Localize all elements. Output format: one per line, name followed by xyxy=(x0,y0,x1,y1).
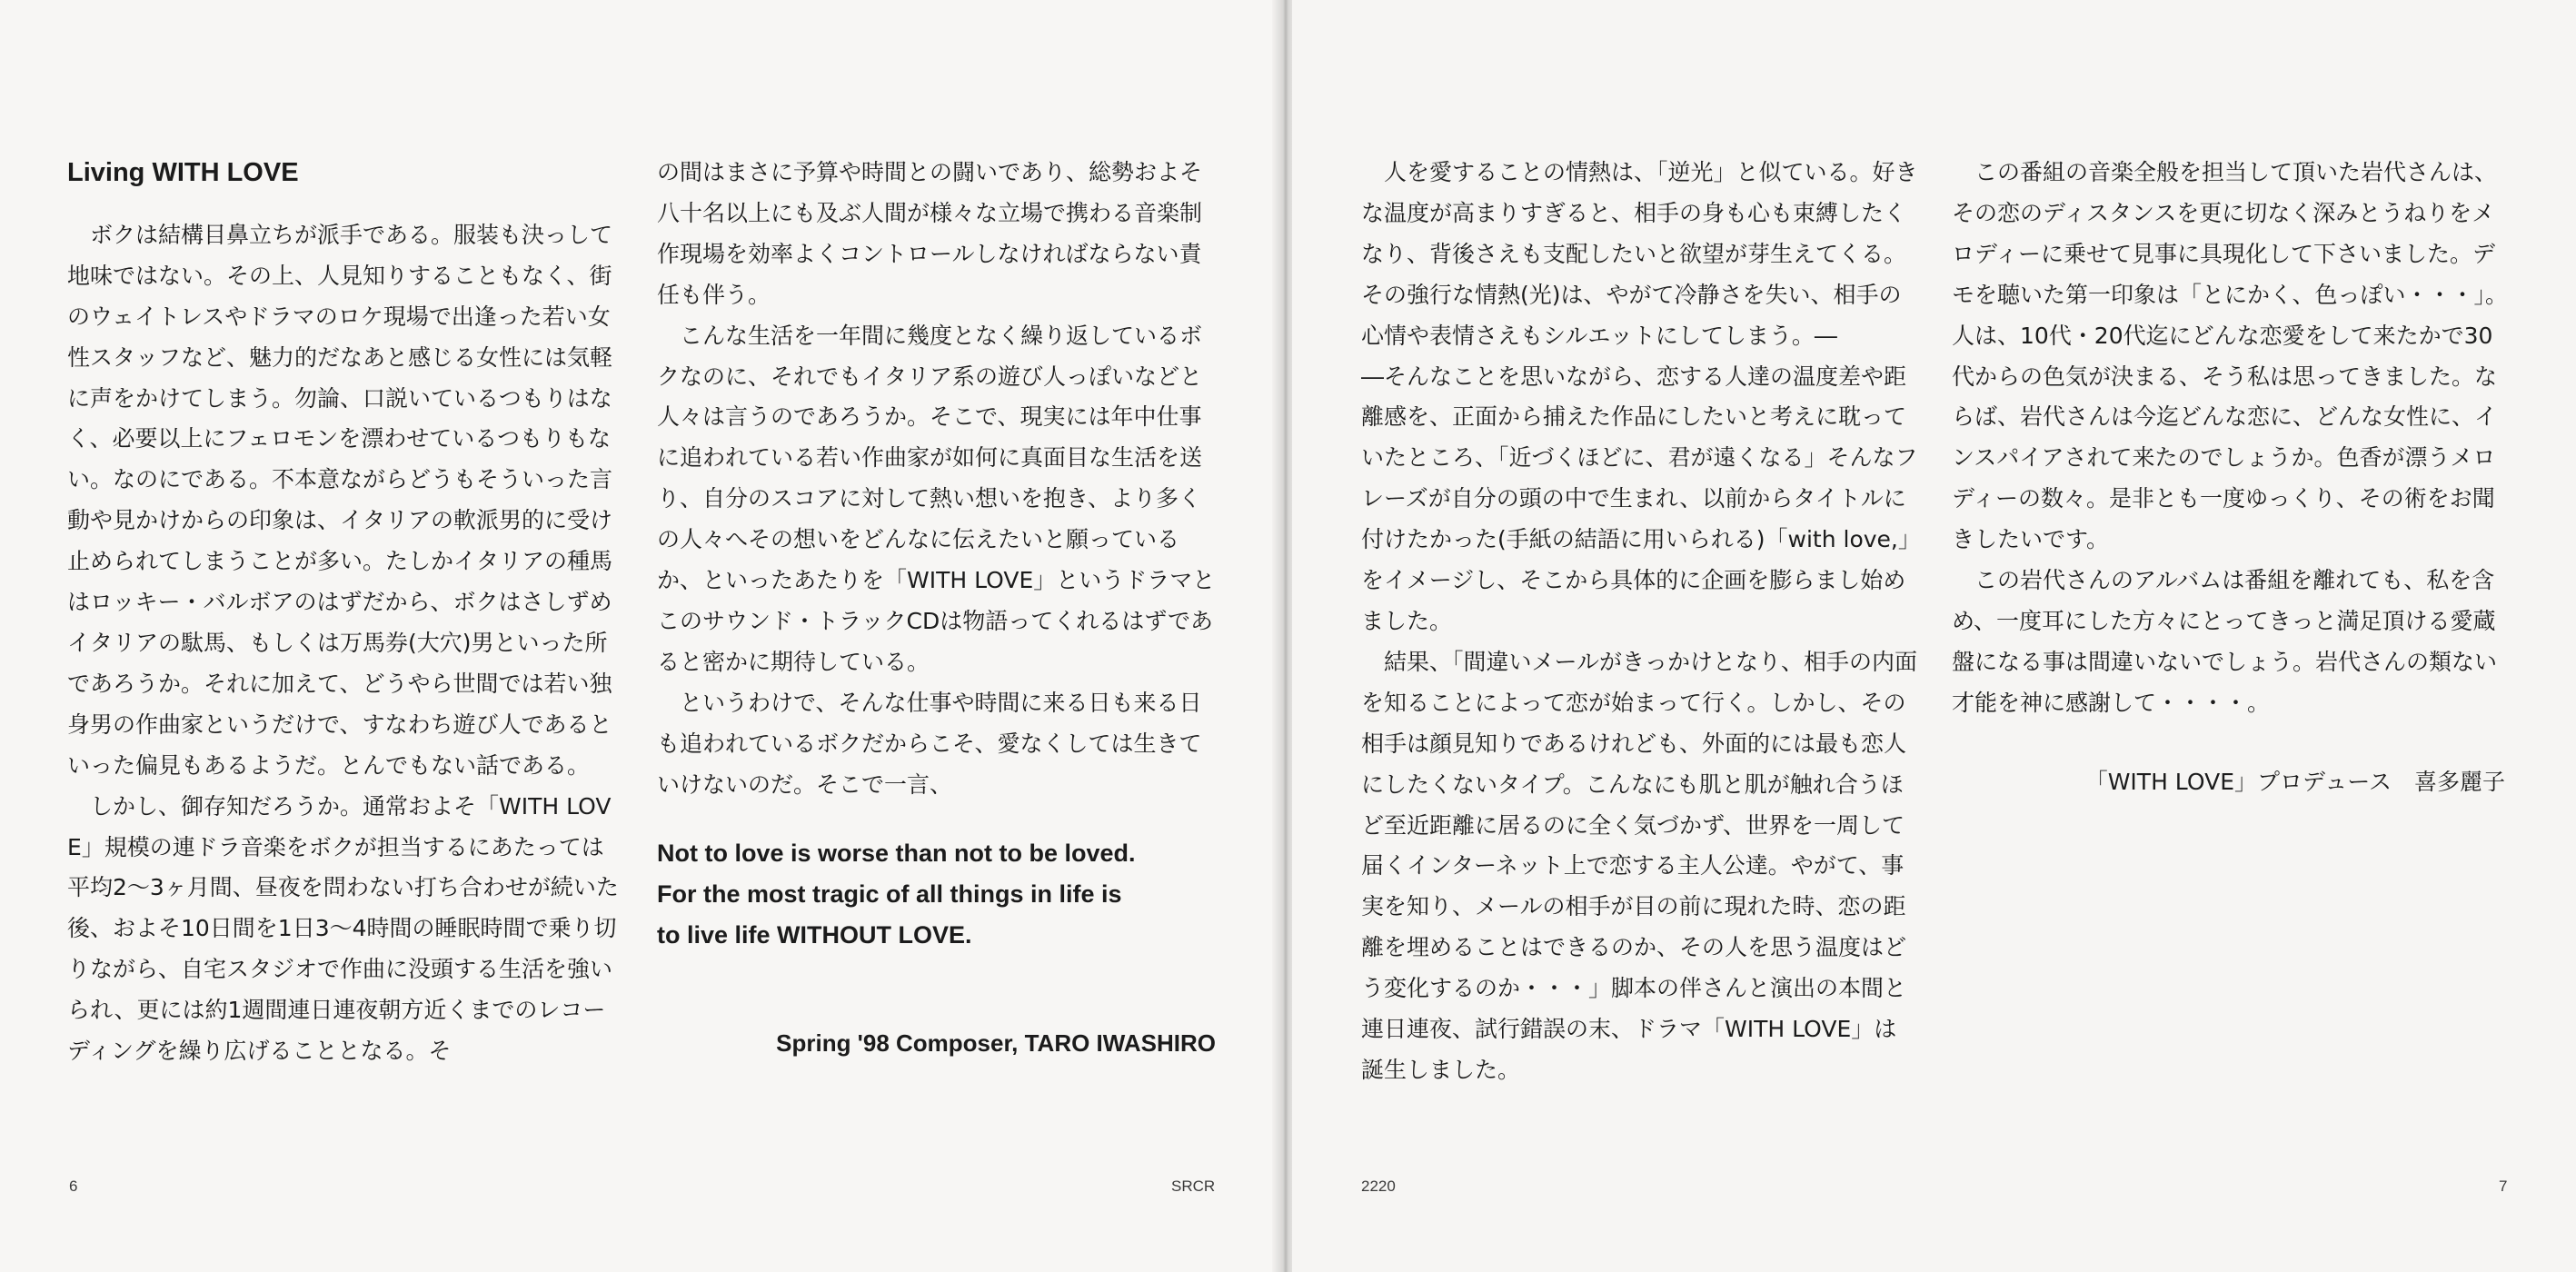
catalog-prefix: SRCR xyxy=(1171,1178,1216,1195)
paragraph-continuation: の間はまさに予算や時間との闘いであり、総勢およそ八十名以上にも及ぶ人間が様々な立場で携わる音楽制作現場を効率よくコントロールしなければならない責任も伴う。 xyxy=(657,159,1203,308)
producer-credit: 「WITH LOVE」プロデュース 喜多麗子 xyxy=(2084,768,2505,795)
paragraph: ボクは結構目鼻立ちが派手である。服装も決っして地味ではない。その上、人見知りすることもなく、街のウェイトレスやドラマのロケ現場で出逢った若い女性スタッフなど、魅力的だなあと感じる女性には気軽に声をかけてしまう。勿論、口説いているつもりはなく、必要以上にフェロモンを漂わせているつもりもない。なのにである。不本意ながらどうもそういった言動や見かけからの印象は、イタリアの軟派男的に受け止められてしまうことが多い。たしかイタリアの種馬はロッキー・バルボアのはずだから、ボクはさしずめイタリアの駄馬、もしくは万馬券(大穴)男といった所であろうか。それに加えて、どうやら世間では若い独身男の作曲家というだけで、すなわち遊び人であるといった偏見もあるようだ。とんでもない話である。 xyxy=(67,221,613,779)
left-page-number: 6 xyxy=(69,1178,78,1195)
paragraph: 人を愛することの情熱は、「逆光」と似ている。好きな温度が高まりすぎると、相手の身も心も束縛したくなり、背後さえも支配したいと欲望が芽生えてくる。その強行な情熱(光)は、やがて冷静さを失い、相手の心情や表情さえもシルエットにしてしまう。― xyxy=(1361,159,1918,349)
paragraph: この番組の音楽全般を担当して頂いた岩代さんは、その恋のディスタンスを更に切なく深みとうねりをメロディーに乗せて見事に具現化して下さいました。デモを聴いた第一印象は「とにかく、色っぽい・・・」。人は、10代・20代迄にどんな恋愛をして来たかで30代からの色気が決まる、そう私は思ってきました。ならば、岩代さんは今迄どんな恋に、どんな女性に、インスパイアされて来たのでしょうか。色香が漂うメロディーの数々。是非とも一度ゆっくり、その術をお聞きしたいです。 xyxy=(1952,159,2509,553)
quote-line: For the most tragic of all things in life is xyxy=(657,879,1122,908)
paragraph: 結果、「間違いメールがきっかけとなり、相手の内面を知ることによって恋が始まって行く。しかし、その相手は顔見知りであるけれども、外面的には最も恋人にしたくないタイプ。こんなにも肌と肌が触れ合うほど至近距離に居るのに全く気づかず、世界を一周して届くインターネット上で恋する主人公達。やがて、事実を知り、メールの相手が目の前に現れた時、恋の距離を埋めることはできるのか、その人を思う温度はどう変化するのか・・・」脚本の伴さんと演出の本間と連日連夜、試行錯誤の末、ドラマ「WITH LOVE」は誕生しました。 xyxy=(1361,648,1918,1083)
paragraph: しかし、御存知だろうか。通常およそ「WITH LOVE」規模の連ドラ音楽をボクが担当するにあたっては平均2〜3ヶ月間、昼夜を問わない打ち合わせが続いた後、およそ10日間を1日3〜4時間の睡眠時間で乗り切りながら、自宅スタジオで作曲に没頭する生活を強いられ、更には約1週間連日連夜朝方近くまでのレコーディングを繰り広げることとなる。そ xyxy=(67,792,619,1065)
paragraph: こんな生活を一年間に幾度となく繰り返しているボクなのに、それでもイタリア系の遊び人っぽいなどと人々は言うのであろうか。そこで、現実には年中仕事に追われている若い作曲家が如何に真面目な生活を送り、自分のスコアに対して熱い想いを抱き、より多くの人々へその想いをどんなに伝えたいと願っているか、といったあたりを「WITH LOVE」というドラマとこのサウンド・トラックCDは物語ってくれるはずであると密かに期待している。 xyxy=(657,322,1216,675)
english-quote xyxy=(657,833,1216,956)
right-page-number: 7 xyxy=(2499,1178,2508,1195)
catalog-number: 2220 xyxy=(1361,1178,1396,1195)
left-page xyxy=(0,0,1279,1272)
right-column-2 xyxy=(1952,153,2509,803)
left-column-2 xyxy=(657,153,1216,1063)
paragraph: ―そんなことを思いながら、恋する人達の温度差や距離感を、正面から捕えた作品にしたいと考えに耽っていたところ、「近づくほどに、君が遠くなる」そんなフレーズが自分の頭の中で生まれ、以前からタイトルに付けたかった(手紙の結語に用いられる)「with love,」をイメージし、そこから具体的に企画を膨らまし始めました。 xyxy=(1361,363,1918,634)
right-page xyxy=(1292,0,2576,1272)
quote-line: Not to love is worse than not to be loved. xyxy=(657,839,1136,867)
composer-signature: Spring '98 Composer, TARO IWASHIRO xyxy=(776,1029,1216,1057)
paragraph: この岩代さんのアルバムは番組を離れても、私を含め、一度耳にした方々にとってきっと満足頂ける愛蔵盤になる事は間違いないでしょう。岩代さんの類ない才能を神に感謝して・・・・。 xyxy=(1952,567,2498,716)
quote-line: to live life WITHOUT LOVE. xyxy=(657,920,972,949)
paragraph: というわけで、そんな仕事や時間に来る日も来る日も追われているボクだからこそ、愛なくしては生きていけないのだ。そこで一言、 xyxy=(657,689,1202,798)
left-column-1 xyxy=(67,153,623,1072)
essay-heading: Living WITH LOVE xyxy=(67,158,299,187)
right-column-1 xyxy=(1361,153,1918,1091)
